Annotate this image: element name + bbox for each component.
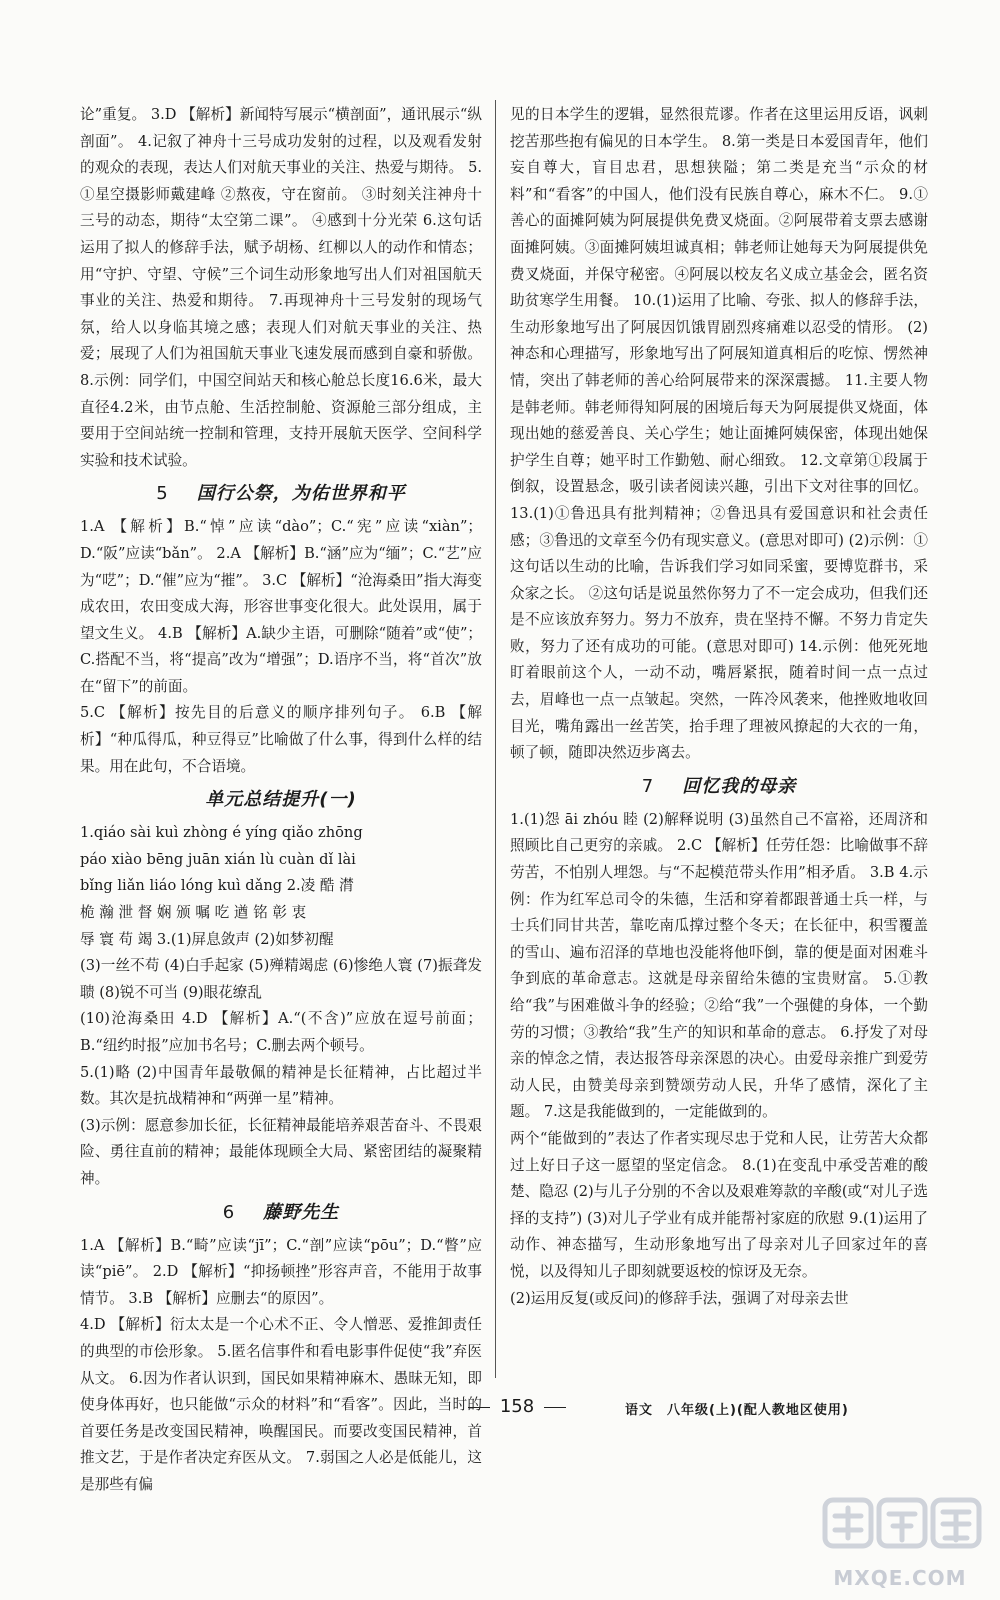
page-number-dash-right [544, 1407, 566, 1408]
answer-paragraph: 见的日本学生的逻辑，显然很荒谬。作者在这里运用反语，讽刺挖苦那些抱有偏见的日本学生。 8.第一类是日本爱国青年，他们妄自尊大，盲目忠君，思想狭隘；第二类是充当“示众的材料”和“看客”的中国人，他们没有民族自尊心，麻木不仁。 9.①善心的面摊阿姨为阿展提供免费叉烧面。②阿展带着支票去感谢面摊阿姨。③面摊阿姨坦诚真相；韩老师让她每天为阿展提供免费叉烧面，并保守秘密。④阿展以校友名义成立基金会，匿名资助贫寒学生用餐。 10.(1)运用了比喻、夸张、拟人的修辞手法，生动形象地写出了阿展因饥饿胃剧烈疼痛难以忍受的情形。 (2)神态和心理描写，形象地写出了阿展知道真相后的吃惊、愣然神情，突出了韩老师的善心给阿展带来的深深震撼。 11.主要人物是韩老师。韩老师得知阿展的困境后每天为阿展提供叉烧面，体现出她的慈爱善良、关心学生；她让面摊阿姨保密，体现出她保护学生自尊；她平时工作勤勉、耐心细致。 12.文章第①段属于倒叙，设置悬念，吸引读者阅读兴趣，引出下文对往事的回忆。 13.(1)①鲁迅具有批判精神；②鲁迅具有爱国意识和社会责任感；③鲁迅的文章至今仍有现实意义。(意思对即可) (2)示例：①这句话以生动的比喻，告诉我们学习如同采蜜，要博览群书，采众家之长。 ②这句话是说虽然你努力了不一定会成功，但我们还是不应该放弃努力。努力不放弃，贵在坚持不懈。不努力肯定失败，努力了还有成功的可能。(意思对即可) 14.示例：他死死地盯着眼前这个人，一动不动，嘴唇紧抿，随着时间一点一点过去，眉峰也一点一点皱起。突然，一阵冷风袭来，他挫败地收回目光，嘴角露出一丝苦笑，抬手理了理被风撩起的大衣的一角，顿了顿，随即决然迈步离去。 [510, 106, 933, 762]
page-number [432, 1396, 602, 1417]
section-heading [80, 481, 482, 507]
page-number-dash-left [468, 1407, 490, 1408]
answer-paragraph: 论”重复。 3.D 【解析】新闻特写展示“横剖面”，通讯展示“纵剖面”。 4.记叙了神舟十三号成功发射的过程，以及观看发射的观众的表现，表达人们对航天事业的关注、热爱与期待。 5.①星空摄影师戴建峰 ②熬夜，守在窗前。 ③时刻关注神舟十三号的动态，期待“太空第二课”。 ④感到十分光荣 6.这句话运用了拟人的修辞手法，赋予胡杨、红柳以人的动作和情态；用“守护、守望、守候”三个词生动形象地写出人们对祖国航天事业的关注、热爱和期待。 7.再现神舟十三号发射的现场气氛，给人以身临其境之感；表现人们对航天事业的关注、热爱；展现了人们为祖国航天事业飞速发展而感到自豪和骄傲。 8.示例：同学们，中国空间站天和核心舱总长度16.6米，最大直径4.2米，由节点舱、生活控制舱、资源舱三部分组成，主要用于空间站统一控制和管理，支持开展航天医学、空间科学实验和技术试验。 [80, 106, 487, 469]
answer-site-logo-icon [815, 1486, 985, 1566]
left-column [80, 102, 487, 1499]
book-label: 语文 八年级(上)(配人教地区使用) [625, 1403, 849, 1418]
section-heading [80, 787, 482, 813]
page-number-text: 158 [499, 1396, 535, 1417]
answer-paragraph: 1.A 【解析】B.“悼”应读“dào”；C.“宪”应读“xiàn”；D.“阪”应读“bǎn”。 2.A 【解析】B.“涵”应为“缅”；C.“艺”应为“呓”；D.“催”应为“摧”。 3.C 【解析】“沧海桑田”指大海变成农田，农田变成大海，形容世事变化很大。此处误用，属于望文生义。 4.B 【解析】A.缺少主语，可删除“随着”或“使”；C.搭配不当，将“提高”改为“增强”；D.语序不当，将“首次”放在“留下”的前面。 [80, 518, 482, 695]
column-divider [495, 100, 496, 1378]
answer-paragraph: 1.(1)怨 āi zhóu 睦 (2)解释说明 (3)虽然自己不富裕，还周济和照顾比自己更穷的亲戚。 2.C 【解析】任劳任怨：比喻做事不辞劳苦，不怕别人埋怨。与“不起模范带头作用”相矛盾。 3.B 4.示例：作为红军总司令的朱德，生活和穿着都跟普通士兵一样，与士兵们同甘共苦，靠吃南瓜撑过整个冬天；在长征中，积雪覆盖的雪山、遍布沼泽的草地也没能将他吓倒，靠的便是面对困难斗争到底的革命意志。这就是母亲留给朱德的宝贵财富。 5.①教给“我”与困难做斗争的经验；②给“我”一个强健的身体，一个勤劳的习惯；③教给“我”生产的知识和革命的意志。 6.抒发了对母亲的悼念之情，表达报答母亲深恩的决心。由爱母亲推广到爱劳动人民，由赞美母亲到赞颂劳动人民，升华了感情，深化了主题。 7.这是我能做到的，一定能做到的。 [510, 810, 928, 1121]
section-title: 藤野先生 [263, 1201, 340, 1223]
answer-paragraph: (3)示例：愿意参加长征，长征精神最能培养艰苦奋斗、不畏艰险、勇往直前的精神；最能体现顾全大局、紧密团结的凝聚精神。 [80, 1116, 482, 1187]
answer-paragraph: (2)运用反复(或反问)的修辞手法，强调了对母亲去世 [510, 1289, 849, 1307]
watermark-text: MXQE.COM [833, 1566, 967, 1590]
answer-paragraph: 1.A 【解析】B.“畸”应读“jī”；C.“剖”应读“pōu”；D.“瞥”应读“piē”。 2.D 【解析】“抑扬顿挫”形容声音，不能用于故事情节。 3.B 【解析】应删去“的原因”。 [80, 1236, 482, 1307]
answer-paragraph: 4.D 【解析】衍太太是一个心术不正、令人憎恶、爱推卸责任的典型的市侩形象。 5.匿名信事件和看电影事件促使“我”弃医从文。 6.因为作者认识到，国民如果精神麻木、愚昧无知，即使身体再好，也只能做“示众的材料”和“看客”。因此，当时的首要任务是改变国民精神，唤醒国民。而要改变国民精神，首推文艺，于是作者决定弃医从文。 7.弱国之人必是低能儿，这是那些有偏 [80, 1316, 482, 1493]
answer-paragraph: 1.qiáo sài kuì zhòng é yíng qiǎo zhōng páo xiào bēng juān xián lù cuàn dǐ lài bǐng liǎn liáo lóng kuì dǎng 2.凌 酷 潸 桅 瀚 泄 督 娴 颁 嘱 吃 遒 铭 彰 衷 辱 寰 苟 竭 3.(1)屏息敛声 (2)如梦初醒 (3)一丝不苟 (4)白手起家 (5)殚精竭虑 (6)惨绝人寰 (7)振聋发聩 (8)锐不可当 (9)眼花缭乱 (10)沧海桑田 4.D 【解析】A.“(不含)”应放在逗号前面；B.“纽约时报”应加书名号；C.删去两个顿号。 [80, 824, 482, 1054]
answer-paragraph: 5.(1)略 (2)中国青年最敬佩的精神是长征精神，占比超过半数。其次是抗战精神和“两弹一星”精神。 [80, 1063, 482, 1108]
section-title: 回忆我的母亲 [682, 775, 797, 797]
answer-paragraph: 5.C 【解析】按先目的后意义的顺序排列句子。 6.B 【解析】“种瓜得瓜，种豆得豆”比喻做了什么事，得到什么样的结果。用在此句，不合语境。 [80, 704, 482, 775]
section-title: 国行公祭，为佑世界和平 [196, 483, 406, 505]
watermark [815, 1486, 985, 1596]
right-column [510, 102, 933, 1312]
section-number: 6 [222, 1201, 236, 1223]
section-number: 5 [156, 483, 169, 505]
section-number: 7 [641, 775, 655, 797]
section-heading [510, 774, 928, 800]
answer-paragraph: 两个“能做到的”表达了作者实现尽忠于党和人民，让劳苦大众都过上好日子这一愿望的坚定信念。 8.(1)在变乱中承受苦难的酸楚、隐忍 (2)与儿子分别的不舍以及艰难筹款的辛酸(或“对儿子选择的支持”) (3)对儿子学业有成并能帮衬家庭的欣慰 9.(1)运用了动作、神态描写，生动形象地写出了母亲对儿子回家过年的喜悦，以及得知儿子即刻就要返校的惊讶及无奈。 [510, 1129, 928, 1280]
section-title: 单元总结提升(一) [205, 789, 357, 811]
section-heading [80, 1200, 482, 1226]
